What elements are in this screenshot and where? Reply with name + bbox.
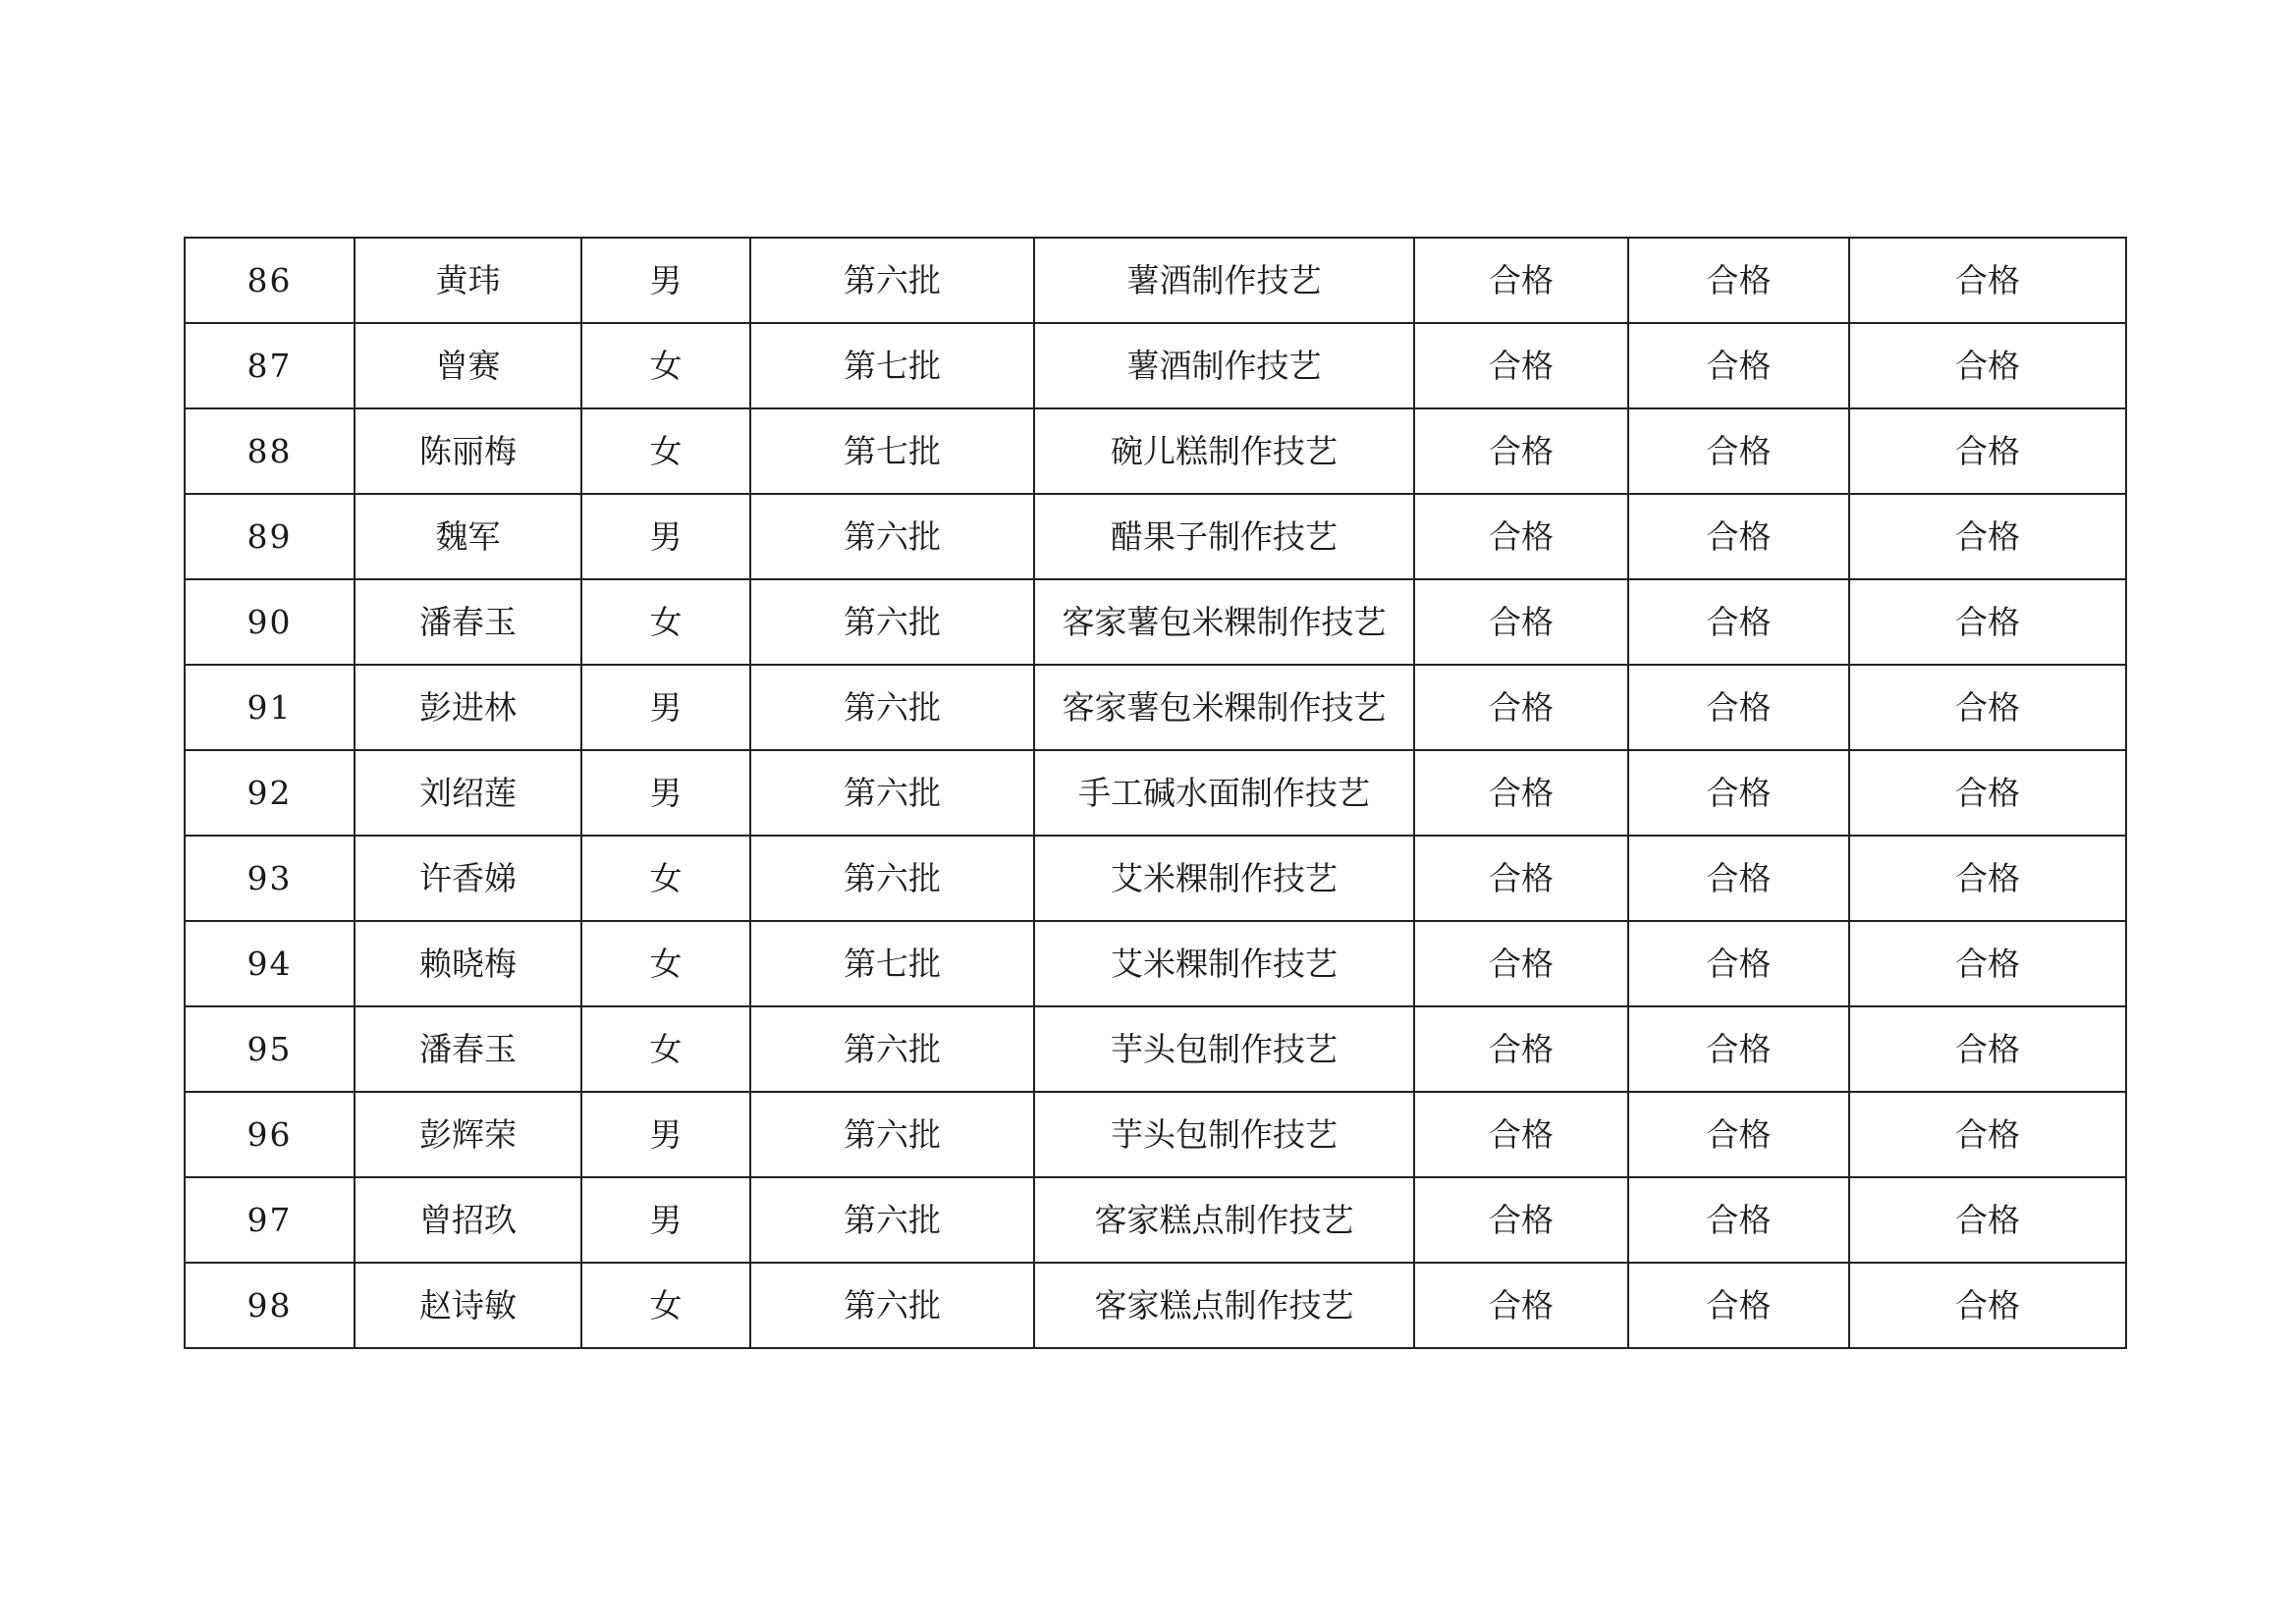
cell-batch: 第六批: [750, 579, 1034, 665]
cell-result-2: 合格: [1628, 750, 1849, 836]
cell-result-1: 合格: [1414, 836, 1628, 921]
cell-gender: 女: [581, 323, 750, 408]
cell-batch: 第七批: [750, 323, 1034, 408]
table-row: [185, 665, 2126, 750]
cell-batch: 第六批: [750, 238, 1034, 323]
table-body: [185, 238, 2126, 1348]
table-row: [185, 1092, 2126, 1177]
cell-serial-number: 86: [185, 238, 355, 323]
cell-result-1: 合格: [1414, 494, 1628, 579]
cell-result-3: 合格: [1849, 665, 2126, 750]
cell-gender: 男: [581, 494, 750, 579]
cell-result-2: 合格: [1628, 1092, 1849, 1177]
cell-result-1: 合格: [1414, 408, 1628, 494]
cell-serial-number: 91: [185, 665, 355, 750]
table-row: [185, 1177, 2126, 1263]
cell-result-1: 合格: [1414, 665, 1628, 750]
cell-batch: 第六批: [750, 1177, 1034, 1263]
cell-serial-number: 88: [185, 408, 355, 494]
cell-result-2: 合格: [1628, 836, 1849, 921]
cell-name: 刘绍莲: [355, 750, 581, 836]
cell-name: 许香娣: [355, 836, 581, 921]
cell-result-2: 合格: [1628, 238, 1849, 323]
cell-gender: 女: [581, 408, 750, 494]
cell-name: 黄玮: [355, 238, 581, 323]
cell-result-1: 合格: [1414, 921, 1628, 1006]
cell-name: 潘春玉: [355, 579, 581, 665]
table-row: [185, 494, 2126, 579]
cell-result-3: 合格: [1849, 1177, 2126, 1263]
cell-gender: 男: [581, 665, 750, 750]
cell-result-1: 合格: [1414, 323, 1628, 408]
cell-gender: 男: [581, 1177, 750, 1263]
cell-result-2: 合格: [1628, 323, 1849, 408]
cell-batch: 第六批: [750, 494, 1034, 579]
cell-result-3: 合格: [1849, 750, 2126, 836]
cell-result-1: 合格: [1414, 1092, 1628, 1177]
cell-result-1: 合格: [1414, 238, 1628, 323]
cell-result-2: 合格: [1628, 408, 1849, 494]
inheritor-assessment-table: [184, 237, 2127, 1349]
cell-name: 曾赛: [355, 323, 581, 408]
cell-name: 彭辉荣: [355, 1092, 581, 1177]
cell-result-1: 合格: [1414, 1177, 1628, 1263]
cell-result-3: 合格: [1849, 1263, 2126, 1348]
cell-result-1: 合格: [1414, 1006, 1628, 1092]
cell-result-2: 合格: [1628, 921, 1849, 1006]
cell-batch: 第六批: [750, 1263, 1034, 1348]
cell-project: 薯酒制作技艺: [1034, 238, 1414, 323]
cell-project: 艾米粿制作技艺: [1034, 836, 1414, 921]
cell-result-2: 合格: [1628, 579, 1849, 665]
table-row: [185, 1263, 2126, 1348]
cell-result-2: 合格: [1628, 665, 1849, 750]
cell-result-1: 合格: [1414, 1263, 1628, 1348]
cell-project: 碗儿糕制作技艺: [1034, 408, 1414, 494]
table-row: [185, 323, 2126, 408]
cell-result-3: 合格: [1849, 921, 2126, 1006]
cell-serial-number: 87: [185, 323, 355, 408]
cell-name: 赵诗敏: [355, 1263, 581, 1348]
cell-result-3: 合格: [1849, 1006, 2126, 1092]
cell-project: 芋头包制作技艺: [1034, 1006, 1414, 1092]
cell-result-3: 合格: [1849, 1092, 2126, 1177]
cell-gender: 女: [581, 921, 750, 1006]
cell-result-2: 合格: [1628, 1177, 1849, 1263]
cell-gender: 男: [581, 238, 750, 323]
table-row: [185, 579, 2126, 665]
cell-batch: 第六批: [750, 836, 1034, 921]
cell-result-3: 合格: [1849, 494, 2126, 579]
table-row: [185, 750, 2126, 836]
cell-gender: 男: [581, 1092, 750, 1177]
cell-result-2: 合格: [1628, 1263, 1849, 1348]
cell-project: 芋头包制作技艺: [1034, 1092, 1414, 1177]
cell-project: 薯酒制作技艺: [1034, 323, 1414, 408]
cell-batch: 第六批: [750, 1092, 1034, 1177]
cell-batch: 第六批: [750, 665, 1034, 750]
cell-name: 赖晓梅: [355, 921, 581, 1006]
cell-batch: 第七批: [750, 921, 1034, 1006]
cell-serial-number: 96: [185, 1092, 355, 1177]
cell-result-3: 合格: [1849, 408, 2126, 494]
cell-project: 艾米粿制作技艺: [1034, 921, 1414, 1006]
table-row: [185, 836, 2126, 921]
cell-project: 客家薯包米粿制作技艺: [1034, 665, 1414, 750]
cell-project: 客家糕点制作技艺: [1034, 1177, 1414, 1263]
cell-name: 潘春玉: [355, 1006, 581, 1092]
cell-project: 醋果子制作技艺: [1034, 494, 1414, 579]
cell-gender: 女: [581, 579, 750, 665]
cell-serial-number: 94: [185, 921, 355, 1006]
cell-serial-number: 98: [185, 1263, 355, 1348]
cell-serial-number: 97: [185, 1177, 355, 1263]
cell-serial-number: 92: [185, 750, 355, 836]
cell-gender: 女: [581, 1006, 750, 1092]
table-row: [185, 921, 2126, 1006]
cell-project: 客家糕点制作技艺: [1034, 1263, 1414, 1348]
table-row: [185, 408, 2126, 494]
table-row: [185, 238, 2126, 323]
cell-project: 手工碱水面制作技艺: [1034, 750, 1414, 836]
cell-batch: 第六批: [750, 750, 1034, 836]
cell-name: 魏军: [355, 494, 581, 579]
cell-batch: 第六批: [750, 1006, 1034, 1092]
cell-gender: 女: [581, 1263, 750, 1348]
cell-batch: 第七批: [750, 408, 1034, 494]
cell-gender: 女: [581, 836, 750, 921]
cell-result-1: 合格: [1414, 579, 1628, 665]
cell-serial-number: 95: [185, 1006, 355, 1092]
cell-serial-number: 89: [185, 494, 355, 579]
cell-serial-number: 90: [185, 579, 355, 665]
cell-result-3: 合格: [1849, 323, 2126, 408]
cell-name: 曾招玖: [355, 1177, 581, 1263]
cell-result-3: 合格: [1849, 238, 2126, 323]
cell-project: 客家薯包米粿制作技艺: [1034, 579, 1414, 665]
cell-name: 陈丽梅: [355, 408, 581, 494]
cell-serial-number: 93: [185, 836, 355, 921]
cell-result-2: 合格: [1628, 494, 1849, 579]
cell-result-1: 合格: [1414, 750, 1628, 836]
cell-result-2: 合格: [1628, 1006, 1849, 1092]
table-row: [185, 1006, 2126, 1092]
cell-name: 彭进林: [355, 665, 581, 750]
cell-result-3: 合格: [1849, 836, 2126, 921]
cell-result-3: 合格: [1849, 579, 2126, 665]
cell-gender: 男: [581, 750, 750, 836]
